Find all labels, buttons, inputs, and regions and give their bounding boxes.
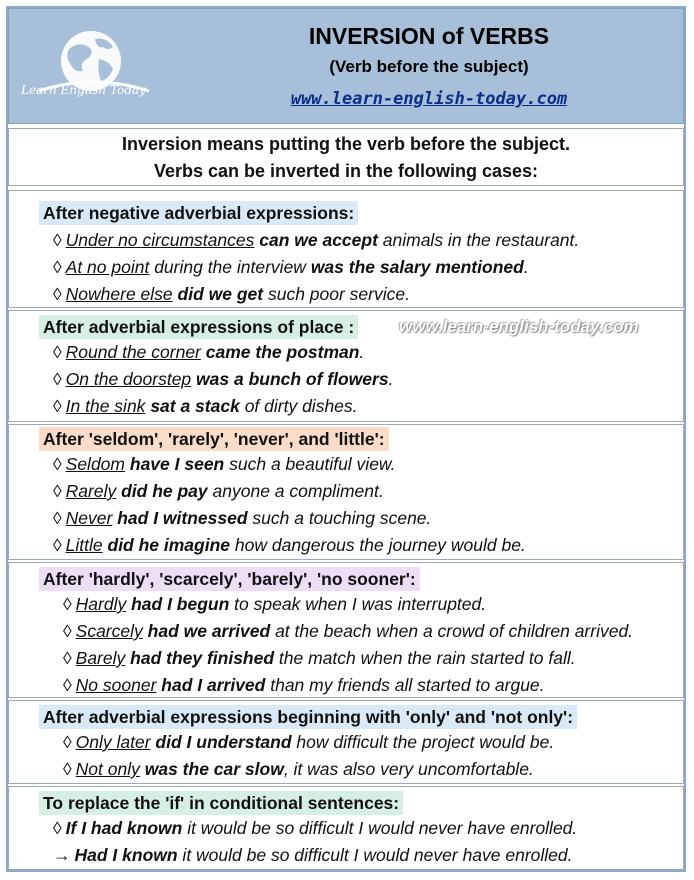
- page-title: INVERSION of VERBS: [308, 23, 550, 49]
- inverted-verb: did he imagine: [107, 535, 231, 555]
- page-subtitle: (Verb before the subject): [329, 57, 529, 76]
- inverted-verb: Had I known: [74, 845, 178, 865]
- inverted-verb: did we get: [177, 284, 264, 304]
- example-line: ◊ At no point during the interview was the salary mentioned.: [53, 257, 529, 277]
- inverted-verb: was a bunch of flowers: [196, 369, 389, 389]
- adverbial-phrase: Barely: [75, 648, 126, 668]
- diamond-bullet-icon: ◊: [53, 454, 62, 474]
- section-4: [8, 562, 684, 698]
- intro-line-2: Verbs can be inverted in the following cases:: [153, 161, 539, 181]
- diamond-bullet-icon: ◊: [63, 648, 72, 668]
- diamond-bullet-icon: ◊: [53, 535, 62, 555]
- inverted-verb: was the salary mentioned: [310, 257, 524, 277]
- example-line: ◊ If I had known it would be so difficult I would never have enrolled.: [53, 818, 578, 838]
- adverbial-phrase: Under no circumstances: [65, 230, 255, 250]
- adverbial-phrase: No sooner: [75, 675, 157, 695]
- example-line: ◊ Never had I witnessed such a touching scene.: [53, 508, 432, 528]
- adverbial-phrase: Scarcely: [75, 621, 143, 641]
- diamond-bullet-icon: ◊: [53, 257, 62, 277]
- inverted-verb: had they finished: [130, 648, 275, 668]
- example-line: ◊ Round the corner came the postman.: [53, 342, 365, 362]
- example-line: → Had I known it would be so difficult I would never have enrolled.: [53, 845, 573, 865]
- diamond-bullet-icon: ◊: [63, 732, 72, 752]
- adverbial-phrase: Rarely: [65, 481, 117, 501]
- adverbial-phrase: Nowhere else: [65, 284, 173, 304]
- diamond-bullet-icon: ◊: [63, 759, 72, 779]
- adverbial-phrase: Hardly: [75, 594, 127, 614]
- example-line: ◊ Barely had they finished the match when the rain started to fall.: [63, 648, 576, 668]
- adverbial-phrase: Never: [65, 508, 113, 528]
- example-line: ◊ Not only was the car slow, it was also very uncomfortable.: [63, 759, 534, 779]
- adverbial-phrase: Round the corner: [65, 342, 201, 362]
- example-line: ◊ No sooner had I arrived than my friends all started to argue.: [63, 675, 545, 695]
- watermark-text: www.learn-english-today.com: [399, 317, 639, 336]
- diamond-bullet-icon: ◊: [53, 508, 62, 528]
- intro-box: [8, 128, 684, 186]
- example-line: ◊ Hardly had I begun to speak when I was interrupted.: [63, 594, 487, 614]
- example-line: ◊ Little did he imagine how dangerous the journey would be.: [53, 535, 526, 555]
- adverbial-phrase: At no point: [65, 257, 150, 277]
- header-banner: [8, 8, 684, 124]
- diamond-bullet-icon: ◊: [63, 675, 72, 695]
- adverbial-phrase: Only later: [75, 732, 151, 752]
- example-line: ◊ Under no circumstances can we accept animals in the restaurant.: [53, 230, 580, 250]
- adverbial-phrase: In the sink: [65, 396, 146, 416]
- example-line: ◊ Rarely did he pay anyone a compliment.: [53, 481, 384, 501]
- adverbial-phrase: Little: [65, 535, 103, 555]
- logo-text: Learn English Today: [21, 83, 146, 97]
- section-1: [8, 190, 684, 308]
- inverted-verb: did he pay: [121, 481, 208, 501]
- section-heading: After 'hardly', 'scarcely', 'barely', 'no sooner':: [39, 567, 420, 591]
- section-6: [8, 786, 684, 870]
- section-heading: After 'seldom', 'rarely', 'never', and 'little':: [39, 427, 389, 451]
- inverted-verb: If I had known: [65, 818, 183, 838]
- inverted-verb: had I witnessed: [117, 508, 248, 528]
- site-link[interactable]: www.learn-english-today.com: [290, 89, 568, 109]
- example-line: ◊ On the doorstep was a bunch of flowers.: [53, 369, 394, 389]
- inverted-verb: was the car slow: [144, 759, 284, 779]
- diamond-bullet-icon: ◊: [53, 369, 62, 389]
- adverbial-phrase: On the doorstep: [65, 369, 192, 389]
- inverted-verb: can we accept: [259, 230, 378, 250]
- inverted-verb: came the postman: [205, 342, 360, 362]
- inverted-verb: have I seen: [129, 454, 225, 474]
- diamond-bullet-icon: ◊: [53, 396, 62, 416]
- inverted-verb: had we arrived: [147, 621, 271, 641]
- inverted-verb: sat a stack: [150, 396, 240, 416]
- section-heading: After adverbial expressions of place :: [39, 315, 358, 339]
- section-heading: After adverbial expressions beginning with 'only' and 'not only':: [39, 705, 577, 729]
- inverted-verb: did I understand: [155, 732, 292, 752]
- example-line: ◊ Seldom have I seen such a beautiful view.: [53, 454, 396, 474]
- diamond-bullet-icon: ◊: [53, 342, 62, 362]
- inverted-verb: had I arrived: [161, 675, 266, 695]
- intro-line-1: Inversion means putting the verb before the subject.: [121, 134, 571, 154]
- section-3: [8, 424, 684, 560]
- adverbial-phrase: Seldom: [65, 454, 125, 474]
- diamond-bullet-icon: ◊: [53, 481, 62, 501]
- example-line: ◊ Scarcely had we arrived at the beach when a crowd of children arrived.: [63, 621, 634, 641]
- example-line: ◊ In the sink sat a stack of dirty dishes.: [53, 396, 358, 416]
- example-line: ◊ Nowhere else did we get such poor service.: [53, 284, 410, 304]
- diamond-bullet-icon: ◊: [53, 818, 62, 838]
- inverted-verb: had I begun: [131, 594, 230, 614]
- diamond-bullet-icon: ◊: [53, 230, 62, 250]
- globe-logo-icon: [33, 25, 153, 117]
- section-2: [8, 310, 684, 422]
- section-heading: After negative adverbial expressions:: [39, 201, 358, 225]
- section-heading: To replace the 'if' in conditional sentences:: [39, 791, 403, 815]
- arrow-icon: →: [53, 845, 71, 865]
- adverbial-phrase: Not only: [75, 759, 140, 779]
- section-5: [8, 700, 684, 784]
- diamond-bullet-icon: ◊: [63, 621, 72, 641]
- diamond-bullet-icon: ◊: [53, 284, 62, 304]
- example-line: ◊ Only later did I understand how difficult the project would be.: [63, 732, 555, 752]
- diamond-bullet-icon: ◊: [63, 594, 72, 614]
